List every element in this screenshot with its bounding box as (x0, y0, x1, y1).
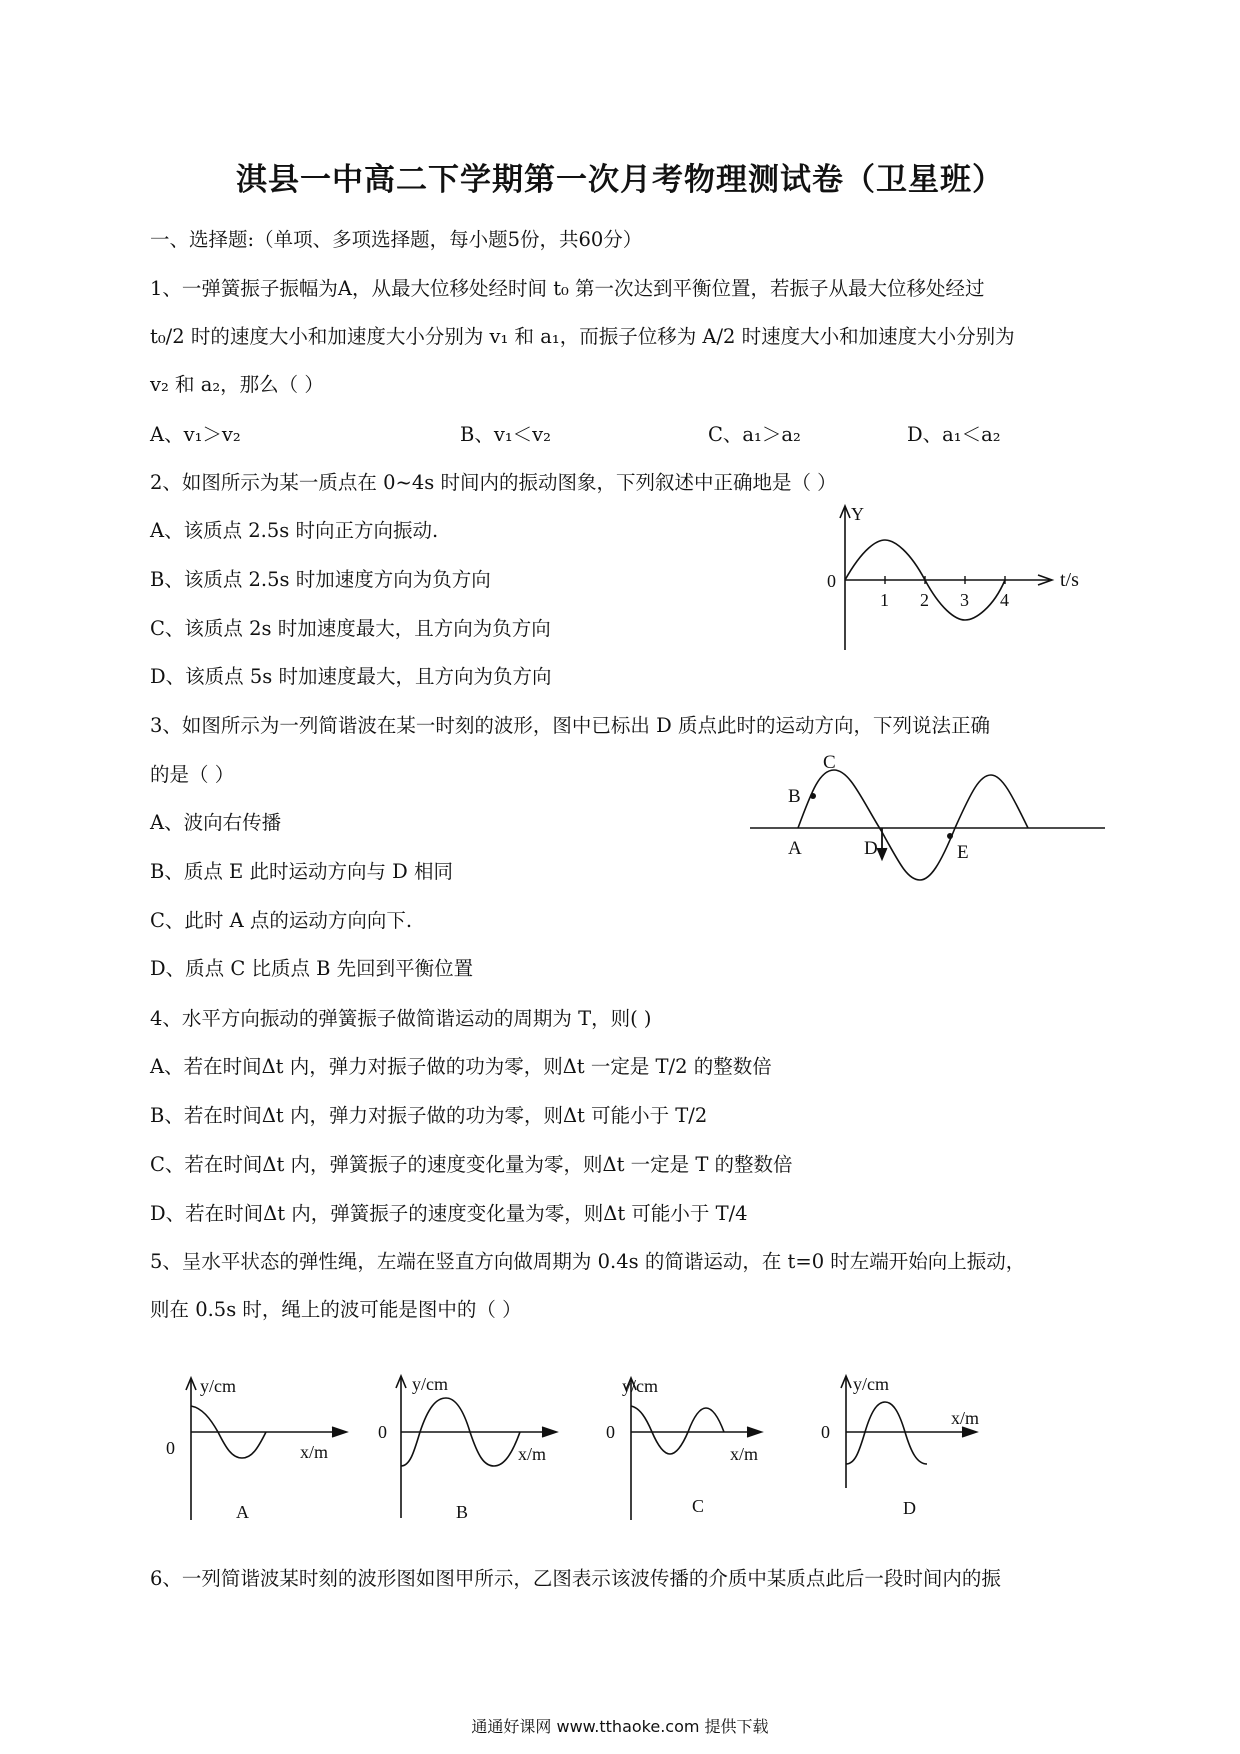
q6-line1: 6、一列简谐波某时刻的波形图如图甲所示，乙图表示该波传播的介质中某质点此后一段时间内的振 (150, 1567, 1001, 1590)
q5-graph-d (815, 1368, 1005, 1530)
q5-a-y-label: y/cm (200, 1376, 236, 1396)
q5-d-x-label: x/m (951, 1408, 980, 1428)
q3-label-d: D (864, 838, 878, 859)
q5-c-y-label: y/cm (622, 1376, 658, 1396)
q2-option-c: C、该质点 2s 时加速度最大，且方向为负方向 (150, 617, 551, 640)
section-heading: 一、选择题:（单项、多项选择题，每小题5份，共60分） (150, 228, 643, 251)
q3-label-e: E (957, 842, 969, 863)
q5-a-origin: 0 (166, 1438, 175, 1458)
q3-wave-graph (750, 750, 1110, 930)
q4-option-c: C、若在时间Δt 内，弹簧振子的速度变化量为零，则Δt 一定是 T 的整数倍 (150, 1153, 793, 1176)
q2-stem: 2、如图所示为某一质点在 0~4s 时间内的振动图象，下列叙述中正确地是（ ） (150, 471, 837, 494)
q5-b-y-label: y/cm (412, 1374, 448, 1394)
exam-title: 淇县一中高二下学期第一次月考物理测试卷（卫星班） (236, 162, 1004, 198)
q4-option-d: D、若在时间Δt 内，弹簧振子的速度变化量为零，则Δt 可能小于 T/4 (150, 1202, 748, 1225)
q5-b-origin: 0 (378, 1422, 387, 1442)
q5-graph-c (600, 1370, 790, 1530)
q5-d-caption: D (903, 1498, 916, 1518)
q3-option-a: A、波向右传播 (150, 811, 282, 834)
q3-option-b: B、质点 E 此时运动方向与 D 相同 (150, 860, 453, 883)
q2-y-label: Y (851, 504, 864, 524)
q2-option-b: B、该质点 2.5s 时加速度方向为负方向 (150, 568, 491, 591)
q2-option-d: D、该质点 5s 时加速度最大，且方向为负方向 (150, 665, 552, 688)
q3-label-c: C (823, 752, 836, 773)
q1-line3: v₂ 和 a₂，那么（ ） (150, 373, 324, 396)
q1-option-a: A、v₁＞v₂ (150, 423, 241, 446)
q2-x-label: t/s (1060, 569, 1079, 591)
q4-option-b: B、若在时间Δt 内，弹力对振子做的功为零，则Δt 可能小于 T/2 (150, 1104, 708, 1127)
q2-tick-2: 2 (920, 590, 929, 610)
q1-line2: t₀/2 时的速度大小和加速度大小分别为 v₁ 和 a₁，而振子位移为 A/2 时速度大小和加速度大小分别为 (150, 325, 1015, 348)
q1-line1: 1、一弹簧振子振幅为A，从最大位移处经时间 t₀ 第一次达到平衡位置，若振子从最大位移处经过 (150, 277, 985, 300)
q2-vibration-graph (815, 500, 1115, 655)
page-footer: 通通好课网 www.tthaoke.com 提供下载 (471, 1717, 769, 1736)
q5-c-origin: 0 (606, 1422, 615, 1442)
q3-option-c: C、此时 A 点的运动方向向下. (150, 909, 413, 932)
q3-option-d: D、质点 C 比质点 B 先回到平衡位置 (150, 957, 474, 980)
q5-line2: 则在 0.5s 时，绳上的波可能是图中的（ ） (150, 1298, 522, 1321)
q4-stem: 4、水平方向振动的弹簧振子做简谐运动的周期为 T，则( ) (150, 1007, 652, 1030)
q5-graph-b (370, 1368, 570, 1530)
q2-tick-4: 4 (1000, 590, 1009, 610)
q3-wave (798, 770, 1028, 880)
q5-b-caption: B (456, 1502, 469, 1522)
q1-option-d: D、a₁＜a₂ (907, 423, 1001, 446)
q1-option-b: B、v₁＜v₂ (460, 423, 551, 446)
q3-label-a: A (788, 838, 802, 859)
q3-label-b: B (788, 786, 801, 807)
q3-line2: 的是（ ） (150, 763, 235, 786)
q2-tick-1: 1 (880, 590, 889, 610)
q4-option-a: A、若在时间Δt 内，弹力对振子做的功为零，则Δt 一定是 T/2 的整数倍 (150, 1055, 772, 1078)
q5-line1: 5、呈水平状态的弹性绳，左端在竖直方向做周期为 0.4s 的简谐运动，在 t=0 时左端开始向上振动， (150, 1250, 1026, 1273)
q5-a-x-label: x/m (300, 1442, 329, 1462)
q2-origin-label: 0 (827, 571, 836, 591)
q5-graph-a (160, 1370, 360, 1530)
q2-tick-3: 3 (960, 590, 969, 610)
q5-b-x-label: x/m (518, 1444, 547, 1464)
q3-point-e (947, 833, 953, 839)
q5-c-x-label: x/m (730, 1444, 759, 1464)
q5-c-caption: C (692, 1496, 705, 1516)
q5-a-caption: A (236, 1502, 249, 1522)
q5-d-y-label: y/cm (853, 1374, 889, 1394)
q1-option-c: C、a₁＞a₂ (708, 423, 801, 446)
q5-d-origin: 0 (821, 1422, 830, 1442)
q2-option-a: A、该质点 2.5s 时向正方向振动. (150, 519, 439, 542)
q3-point-b (810, 793, 816, 799)
q3-line1: 3、如图所示为一列简谐波在某一时刻的波形，图中已标出 D 质点此时的运动方向，下列说法正确 (150, 714, 990, 737)
